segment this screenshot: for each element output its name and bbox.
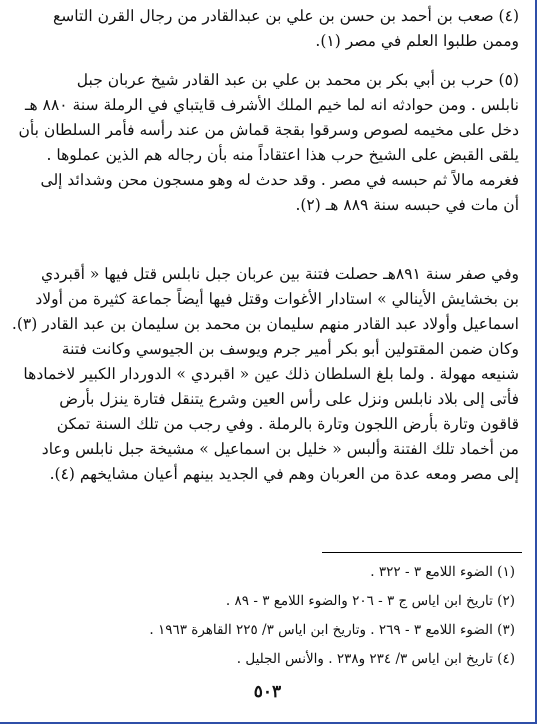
footnote-divider <box>322 552 522 553</box>
entry-4-line: وممن طلبوا العلم في مصر (١). <box>315 32 519 50</box>
paragraph-line: من أخماد تلك الفتنة وألبس « خليل بن اسماعيل » مشيخة جبل نابلس وعاد <box>41 440 519 458</box>
footnote: (٣) الضوء اللامع ٣ - ٢٦٩ . وتاريخ ابن اياس ٣/ ٢٢٥ القاهرة ١٩٦٣ . <box>149 622 515 638</box>
page-number: ٥٠٣ <box>253 682 282 702</box>
entry-5-line: نابلس . ومن حوادثه انه لما خيم الملك الأشرف قايتباي في الرملة سنة ٨٨٠ هـ <box>24 96 519 114</box>
paragraph-line: شنيعه مهولة . ولما بلغ السلطان ذلك عين « اقبردي » الدوردار الكبير لاخمادها <box>23 365 519 383</box>
footnotes <box>18 558 519 674</box>
paragraph-line: وكان ضمن المقتولين أبو بكر أمير جرم ويوسف بن الجيوسي وكانت فتنة <box>61 340 519 358</box>
main-paragraph <box>11 262 519 487</box>
paragraph-line: قاقون وتارة بأرض اللجون وتارة بالرملة . وفي رجب من تلك السنة تمكن <box>56 415 519 433</box>
paragraph-line: بن بخشايش الأينالي » استادار الأغوات وقتل فيها أيضاً جماعة كثيرة من أولاد <box>35 290 519 308</box>
paragraph-line: اسماعيل وأولاد عبد القادر منهم سليمان بن محمد بن سليمان بن عبد القادر (٣). <box>11 315 519 333</box>
paragraph-line: فأتى إلى بلاد نابلس ونزل على رأس العين وشرع يتنقل فتارة ينزل بأرض <box>59 390 519 408</box>
footnote: (٢) تاريخ ابن اياس ج ٣ - ٢٠٦ والضوء اللامع ٣ - ٨٩ . <box>225 593 515 609</box>
paragraph-line: وفي صفر سنة ٨٩١هـ حصلت فتنة بين عربان جبل نابلس قتل فيها « أقبردي <box>40 265 519 283</box>
entry-4-line: (٤) صعب بن أحمد بن حسن بن علي بن عبدالقادر من رجال القرن التاسع <box>53 7 519 25</box>
entry-4 <box>18 4 519 54</box>
paragraph-line: إلى مصر ومعه عدة من العربان وهم في الجديد بينهم أعيان مشايخهم (٤). <box>49 465 519 483</box>
entry-5 <box>18 68 519 218</box>
entry-5-line: أن مات في حبسه سنة ٨٨٩ هـ (٢). <box>295 196 519 214</box>
footnote: (٤) تاريخ ابن اياس ٣/ ٢٣٤ و٢٣٨ . والأنس الجليل . <box>236 651 515 667</box>
entry-5-line: فغرمه مالاً ثم حبسه في مصر . وقد حدث له وهو مسجون محن وشدائد إلى <box>40 171 519 189</box>
entry-5-line: دخل على مخيمه لصوص وسرقوا بقجة قماش من عند رأسه فأمر السلطان بأن <box>18 121 519 139</box>
entry-5-line: يلقى القبض على الشيخ حرب هذا اعتقاداً منه بأن رجاله هم الذين عملوها . <box>46 146 519 164</box>
footnote: (١) الضوء اللامع ٣ - ٣٢٢ . <box>370 564 515 580</box>
entry-5-line: (٥) حرب بن أبي بكر بن محمد بن علي بن عبد القادر شيخ عربان جبل <box>76 71 519 89</box>
